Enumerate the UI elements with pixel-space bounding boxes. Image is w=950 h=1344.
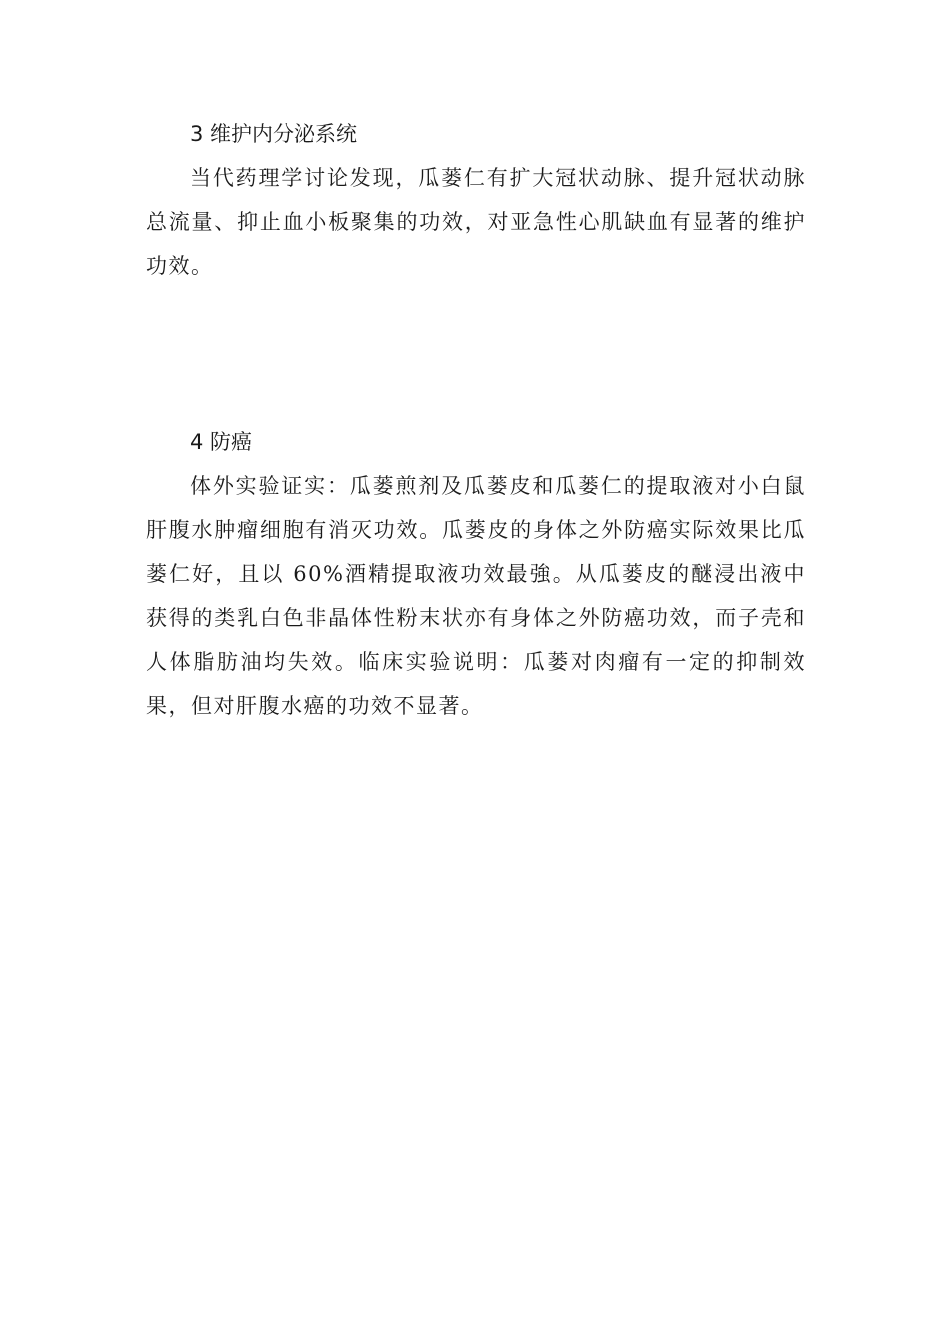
section-paragraph: 当代药理学讨论发现，瓜蒌仁有扩大冠状动脉、提升冠状动脉总流量、抑止血小板聚集的功效，对亚急性心肌缺血有显著的维护功效。 bbox=[146, 166, 806, 278]
document-content bbox=[146, 112, 806, 728]
section-spacer bbox=[146, 288, 806, 420]
section-anticancer bbox=[146, 420, 806, 728]
section-protect-endocrine bbox=[146, 112, 806, 288]
section-heading: 3 维护内分泌系统 bbox=[190, 122, 358, 146]
section-heading: 4 防癌 bbox=[190, 430, 253, 454]
section-paragraph: 体外实验证实：瓜蒌煎剂及瓜蒌皮和瓜蒌仁的提取液对小白鼠肝腹水肿瘤细胞有消灭功效。瓜蒌皮的身体之外防癌实际效果比瓜蒌仁好，且以 60%酒精提取液功效最強。从瓜蒌皮的醚浸出液中获得的类乳白色非晶体性粉末状亦有身体之外防癌功效，而子壳和人体脂肪油均失效。临床实验说明：瓜蒌对肉瘤有一定的抑制效果，但对肝腹水癌的功效不显著。 bbox=[146, 474, 806, 718]
